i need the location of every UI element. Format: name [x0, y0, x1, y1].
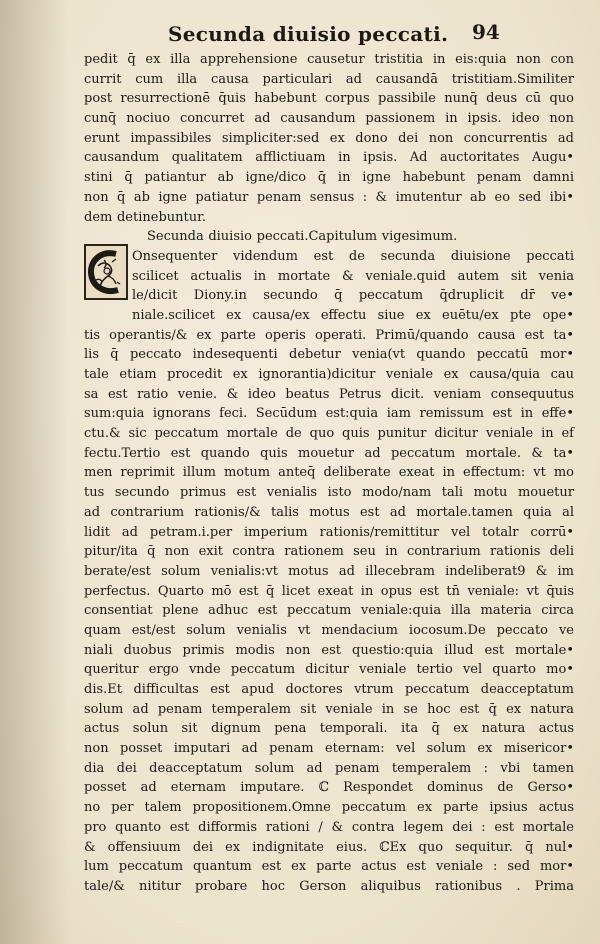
text-line: sa est ratio venie. & ideo beatus Petrus dicit. veniam consequutus — [84, 386, 574, 402]
text-line: tis operantis/& ex parte operis operati. Primū/quando causa est ta• — [84, 327, 574, 343]
text-line: no per talem propositionem.Omne peccatum ex parte ipsius actus — [84, 800, 574, 816]
text-line: dis.Et difficultas est apud doctores vtrum peccatum deacceptatum — [84, 682, 574, 697]
text-line: tale/& nititur probare hoc Gerson aliquibus rationibus . Prima — [84, 878, 574, 894]
text-line: queritur ergo vnde peccatum dicitur veniale tertio vel quarto mo• — [84, 662, 574, 678]
text-line: niale.scilicet ex causa/ex effectu siue ex euētu/ex pte ope• — [132, 307, 574, 323]
text-line: ctu.& sic peccatum mortale de quo quis punitur dicitur veniale in ef — [84, 426, 574, 442]
text-block — [84, 50, 574, 897]
text-line: ad contrarium rationis/& talis motus est ad mortale.tamen quia al — [84, 504, 574, 520]
chapter-heading: Secunda diuisio peccati.Capitulum vigesimum. — [147, 229, 458, 245]
text-line: quam est/est solum venialis vt mendacium iocosum.De peccato ve — [84, 622, 574, 638]
text-line: sum:quia ignorans feci. Secūdum est:quia iam remissum est in effe• — [84, 406, 574, 422]
text-line: solum ad penam temperalem sit veniale in se hoc est q̄ ex natura — [84, 701, 574, 717]
text-line: actus solun sit dignum pena temporali. ita q̄ ex natura actus — [84, 721, 574, 737]
text-line: niali duobus primis modis non est questio:quia illud est mortale• — [84, 642, 574, 658]
text-line: currit cum illa causa particulari ad causandā tristitiam.Similiter — [84, 71, 574, 87]
text-line: non q̄ ab igne patiatur penam sensus : & imutentur ab eo sed ibi• — [84, 189, 574, 205]
text-line: erunt impassibiles simpliciter:sed ex dono dei non concurrentis ad — [84, 130, 574, 146]
text-line: post resurrectionē q̄uis habebunt corpus passibile nunq̄ deus cū quo — [84, 91, 574, 107]
text-line: scilicet actualis in mortate & veniale.quid autem sit venia — [132, 268, 574, 284]
text-line: men reprimit illum motum anteq̄ deliberate exeat in effectum: vt mo — [84, 465, 574, 481]
text-line: consentiat plene adhuc est peccatum veniale:quia illa materia circa — [84, 603, 574, 619]
text-line: tus secundo primus est venialis isto modo/nam tali motu mouetur — [84, 485, 574, 501]
text-line: berate/est solum venialis:vt motus ad illecebram indeliberat9 & im — [84, 563, 574, 579]
text-line: pitur/ita q̄ non exit contra rationem seu in contrarium rationis deli — [84, 544, 574, 560]
folio-number: 94 — [472, 20, 500, 44]
text-line: lum peccatum quantum est ex parte actus est veniale : sed mor• — [84, 859, 574, 875]
gutter-shadow — [0, 0, 70, 944]
text-line: cunq̄ nociuo concurret ad causandum passionem in ipsis. ideo non — [84, 111, 574, 127]
text-line: perfectus. Quarto mō est q̄ licet exeat in opus est tn̄ veniale: vt q̄uis — [84, 583, 574, 599]
text-line: Onsequenter videndum est de secunda diuisione peccati — [132, 248, 574, 264]
text-line: stini q̄ patiantur ab igne/dico q̄ in igne habebunt penam damni — [84, 170, 574, 186]
text-line: tale etiam procedit ex ignorantia)dicitur veniale ex causa/quia cau — [84, 367, 574, 382]
text-line: lis q̄ peccato indesequenti debetur venia(vt quando peccatū mor• — [84, 347, 574, 363]
text-line: & offensiuum dei ex indignitate eius. ℂEx quo sequitur. q̄ nul• — [84, 839, 574, 855]
text-line: dem detinebuntur. — [84, 209, 207, 225]
text-line: pedit q̄ ex illa apprehensione causetur tristitia in eis:quia non con — [84, 52, 574, 67]
text-line: fectu.Tertio est quando quis mouetur ad peccatum mortale. & ta• — [84, 445, 574, 461]
text-line: posset ad eternam imputare. ℂ Respondet dominus de Gerso• — [84, 780, 574, 796]
text-line: le/dicit Diony.in secundo q̄ peccatum q̄druplicit dr̄ ve• — [132, 288, 574, 304]
text-line: pro quanto est difformis rationi / & contra legem dei : est mortale — [84, 819, 574, 835]
text-line: lidit ad petram.i.per imperium rationis/remittitur vel totalr corrū• — [84, 524, 574, 540]
text-line: causandum qualitatem afflictiuam in ipsis. Ad auctoritates Augu• — [84, 150, 574, 166]
text-line: dia dei deacceptatum solum ad penam temperalem : vbi tamen — [84, 760, 574, 776]
text-line: non posset imputari ad penam eternam: vel solum ex misericor• — [84, 741, 574, 757]
running-head — [150, 22, 570, 52]
running-title: Secunda diuisio peccati. — [168, 22, 449, 46]
